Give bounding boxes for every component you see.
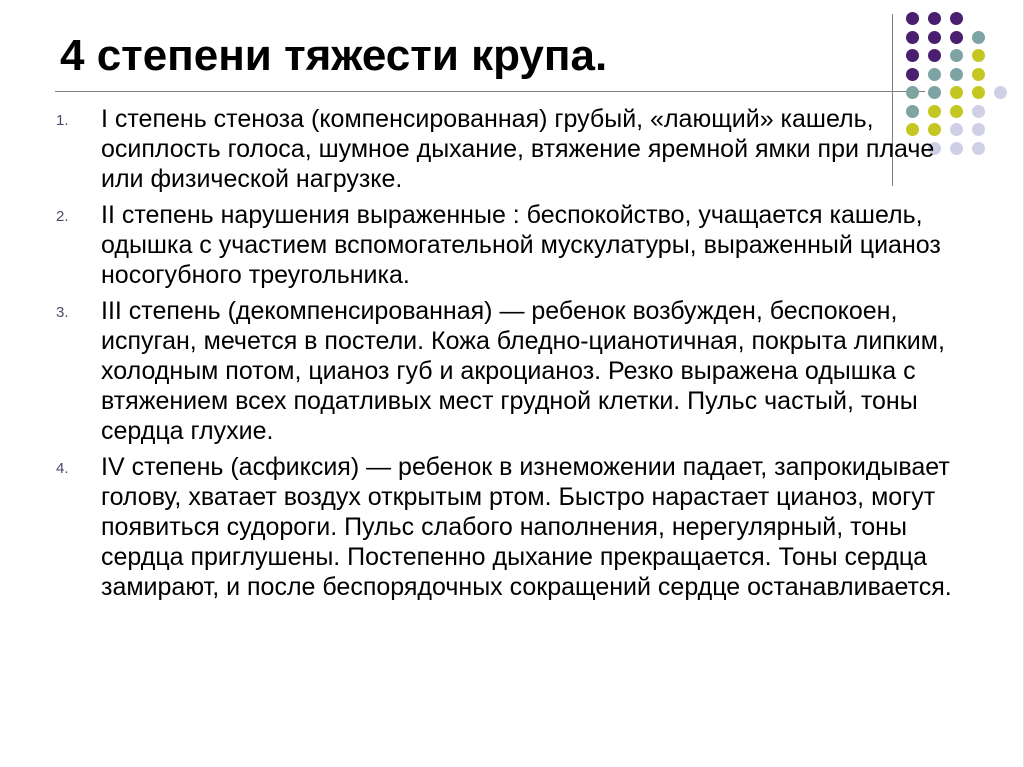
list-text: IV степень (асфиксия) — ребенок в изнеможении падает, запрокидывает голову, хватает воздух открытым ртом. Быстро нарастает цианоз, могут появиться судороги. Пульс слабого наполнения, нерегулярный, тоны сердца приглушены. Постепенно дыхание прекращается. Тоны сердца замирают, и после беспорядочных сокращений сердце останавливается. (101, 453, 952, 601)
decor-dot (928, 68, 941, 81)
decor-dot (928, 49, 941, 62)
decor-dot (928, 12, 941, 25)
decor-dot (950, 68, 963, 81)
decor-dot (950, 12, 963, 25)
list-item-1 (56, 104, 976, 194)
decor-dot (972, 86, 985, 99)
decor-dot (972, 68, 985, 81)
list-item-3 (56, 296, 976, 446)
decor-dot (928, 86, 941, 99)
list-text: II степень нарушения выраженные : беспокойство, учащается кашель, одышка с участием вспомогательной мускулатуры, выраженный цианоз носогубного треугольника. (101, 201, 941, 289)
decor-dot (972, 49, 985, 62)
decor-dot (906, 49, 919, 62)
list-item-4 (56, 452, 976, 602)
list-item-2 (56, 200, 976, 290)
decor-dot (950, 49, 963, 62)
list-number: 2. (56, 208, 69, 225)
list-number: 3. (56, 304, 69, 321)
list-text: III степень (декомпенсированная) — ребенок возбужден, беспокоен, испуган, мечется в постели. Кожа бледно-цианотичная, покрыта липким, холодным потом, цианоз губ и акроцианоз. Резко выражена одышка с втяжением всех податливых мест грудной клетки. Пульс частый, тоны сердца глухие. (101, 297, 945, 445)
decor-dot (950, 86, 963, 99)
decor-dot (950, 31, 963, 44)
list-number: 1. (56, 112, 69, 129)
severity-list (56, 104, 976, 608)
decor-horizontal-line (55, 91, 925, 92)
list-number: 4. (56, 460, 69, 477)
decor-dot (906, 31, 919, 44)
decor-dot (906, 68, 919, 81)
list-text: I степень стеноза (компенсированная) грубый, «лающий» кашель, осиплость голоса, шумное дыхание, втяжение яремной ямки при плаче или физической нагрузке. (101, 105, 935, 193)
decor-dot (994, 86, 1007, 99)
decor-dot (928, 31, 941, 44)
decor-dot (906, 12, 919, 25)
decor-dot (906, 86, 919, 99)
decor-dot (972, 31, 985, 44)
slide-title: 4 степени тяжести крупа. (60, 31, 608, 80)
